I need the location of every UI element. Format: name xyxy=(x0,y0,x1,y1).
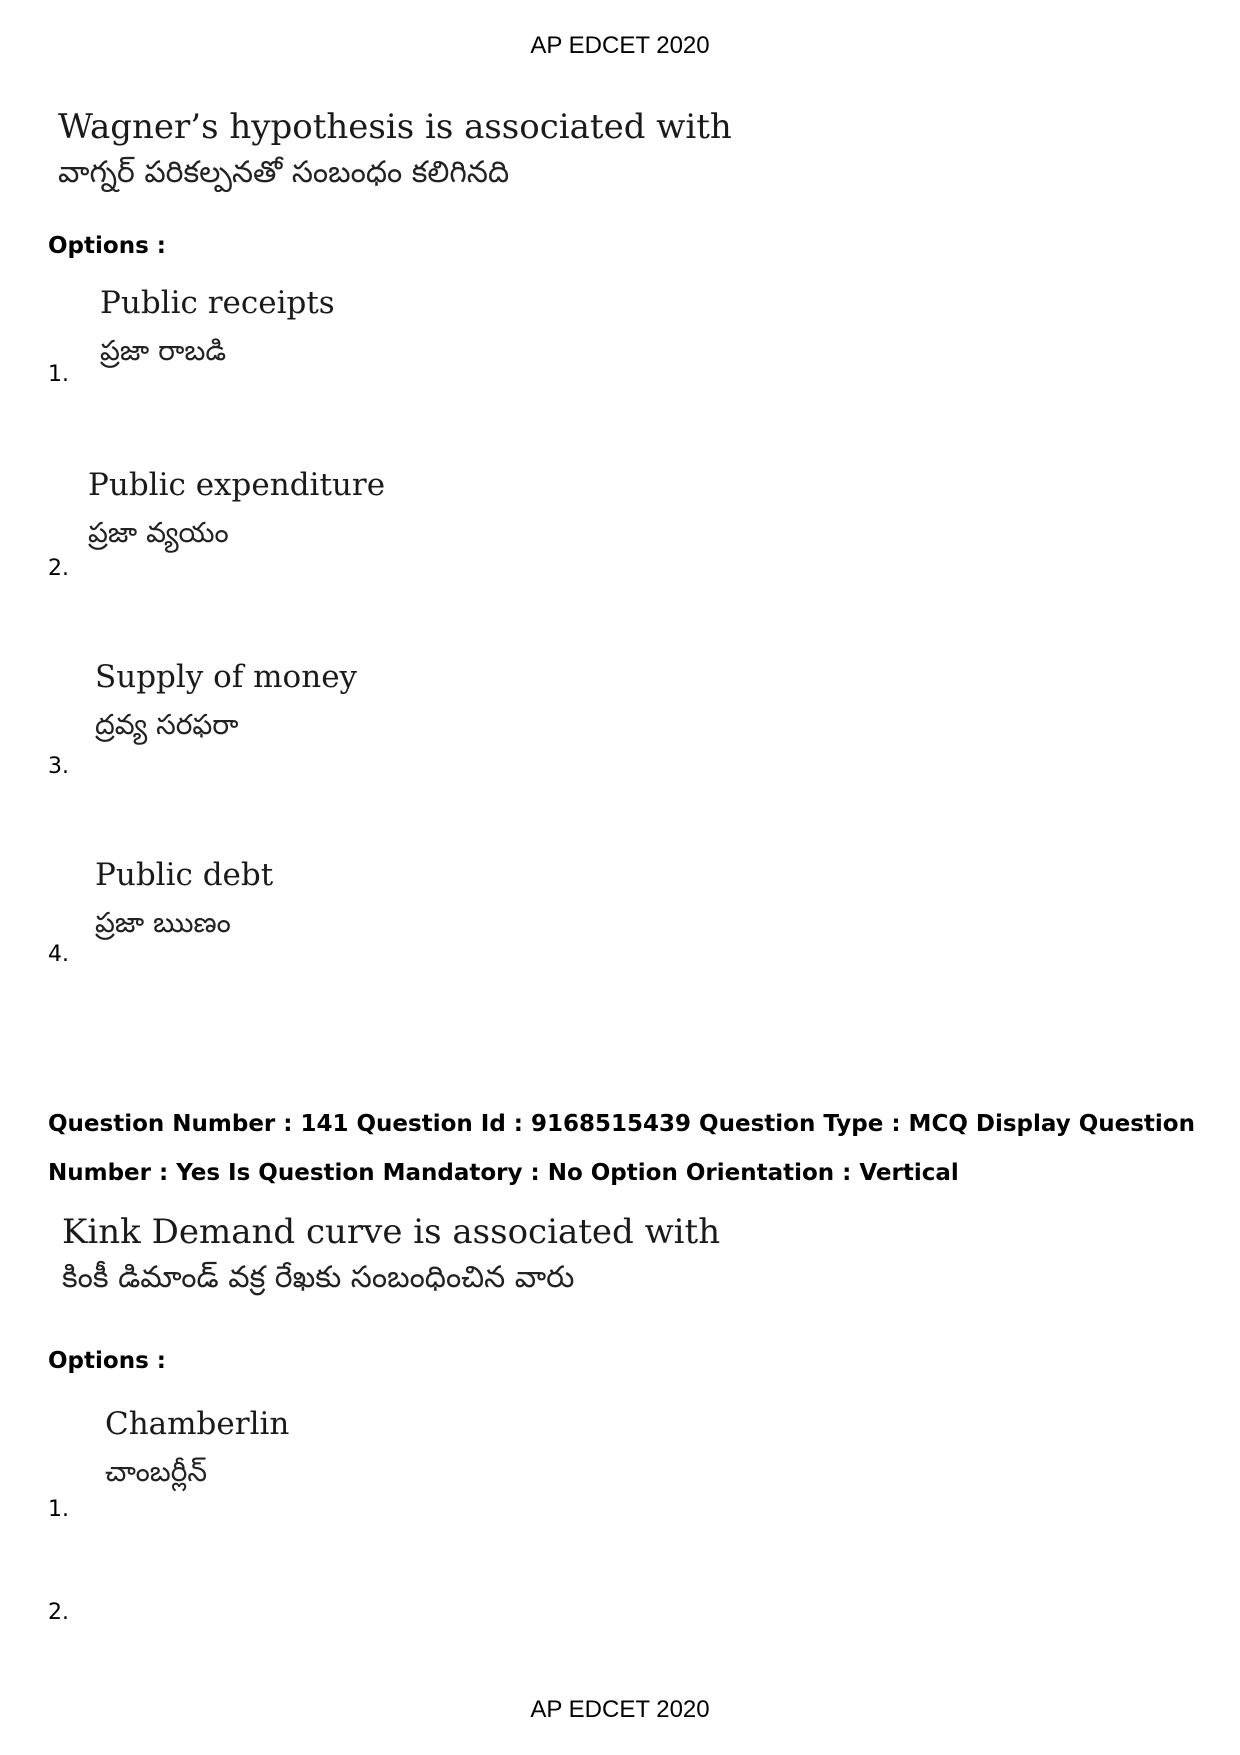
option-telugu-text: చాంబర్లీన్ xyxy=(105,1455,208,1488)
option-english-text: Public receipts xyxy=(100,285,335,321)
option-telugu-text: ప్రజా వ్యయం xyxy=(88,516,229,549)
option-telugu-text: ప్రజా ఋణం xyxy=(95,906,231,939)
option-english-text: Supply of money xyxy=(95,659,358,695)
question-141-stem-image xyxy=(62,1212,721,1295)
question-141-option-2-number: 2. xyxy=(48,1600,69,1625)
question-140-option-1-image xyxy=(100,285,335,367)
question-141-metadata xyxy=(48,1100,1198,1198)
question-140-stem-telugu: వాగ్నర్ పరికల్పనతో సంబంధం కలిగినది xyxy=(58,155,510,190)
page-footer: AP EDCET 2020 xyxy=(530,1696,710,1723)
question-140-option-2-image xyxy=(88,467,386,549)
question-140-option-3-number: 3. xyxy=(48,754,69,779)
question-140-option-3-image xyxy=(95,659,358,741)
question-140-option-4-image xyxy=(95,857,274,939)
question-141-option-1-number: 1. xyxy=(48,1497,69,1522)
option-telugu-text: ప్రజా రాబడి xyxy=(100,334,227,367)
question-141-metadata-line-2: Number : Yes Is Question Mandatory : No Option Orientation : Vertical xyxy=(48,1160,959,1186)
question-140-option-2-number: 2. xyxy=(48,556,69,581)
question-141-option-1-image xyxy=(105,1406,290,1488)
page-header: AP EDCET 2020 xyxy=(530,32,710,59)
question-141-stem-telugu: కింకీ డిమాండ్ వక్ర రేఖకు సంబంధించిన వారు xyxy=(62,1260,575,1295)
option-english-text: Public expenditure xyxy=(88,467,386,503)
question-141-metadata-line-1: Question Number : 141 Question Id : 9168515439 Question Type : MCQ Display Question xyxy=(48,1111,1195,1137)
question-140-stem-image xyxy=(58,107,732,190)
option-telugu-text: ద్రవ్య సరఫరా xyxy=(95,708,239,741)
question-140-option-1-number: 1. xyxy=(48,362,69,387)
option-english-text: Chamberlin xyxy=(105,1406,290,1442)
question-140-option-4-number: 4. xyxy=(48,942,69,967)
question-141-options-label: Options : xyxy=(48,1348,166,1374)
question-140-options-label: Options : xyxy=(48,233,166,259)
question-141-stem-english: Kink Demand curve is associated with xyxy=(62,1212,721,1252)
option-english-text: Public debt xyxy=(95,857,274,893)
question-140-stem-english: Wagner’s hypothesis is associated with xyxy=(58,107,732,147)
